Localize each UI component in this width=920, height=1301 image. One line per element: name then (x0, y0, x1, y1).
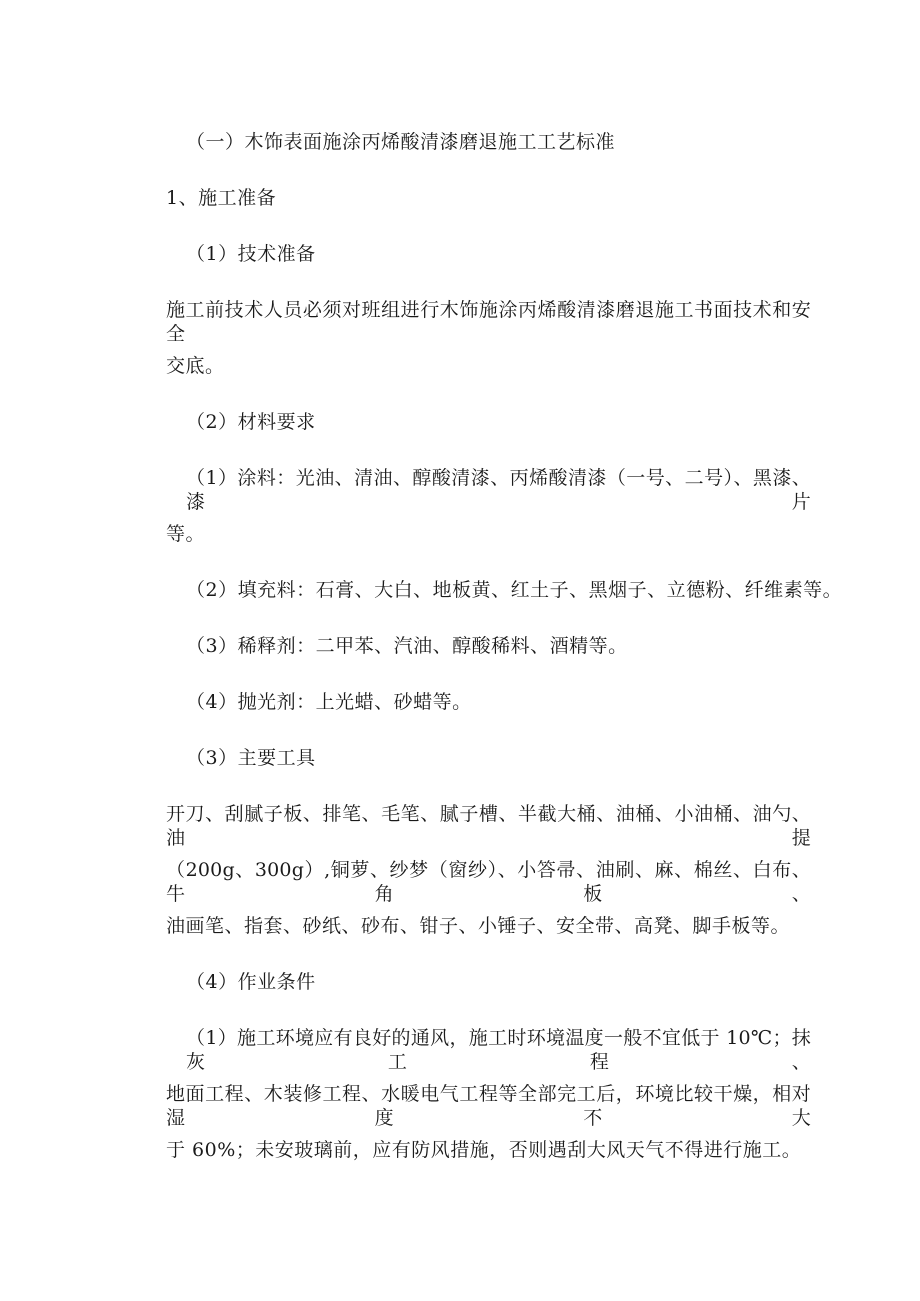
materials-thinners: （3）稀释剂：二甲苯、汽油、醇酸稀料、酒精等。 (186, 635, 628, 657)
conditions-line-3: 于 60%；未安玻璃前，应有防风措施，否则遇刮大风天气不得进行施工。 (166, 1139, 802, 1161)
tools-line-1: 开刀、刮腻子板、排笔、毛笔、腻子槽、半截大桶、油桶、小油桶、油勺、油提 (166, 803, 811, 849)
conditions-line-1: （1）施工环境应有良好的通风，施工时环境温度一般不宜低于 10℃；抹灰工程、 (186, 1027, 811, 1073)
subheading-technical-preparation: （1）技术准备 (186, 243, 316, 265)
materials-coatings-line-2: 等。 (166, 523, 206, 545)
tools-line-3: 油画笔、指套、砂纸、砂布、钳子、小锤子、安全带、高凳、脚手板等。 (166, 915, 791, 937)
section-heading: （一）木饰表面施涂丙烯酸清漆磨退施工工艺标准 (186, 131, 616, 153)
paragraph-technical-line-1: 施工前技术人员必须对班组进行木饰施涂丙烯酸清漆磨退施工书面技术和安全 (166, 299, 811, 345)
subheading-main-tools: （3）主要工具 (186, 747, 316, 769)
heading-construction-preparation: 1、施工准备 (166, 187, 277, 209)
paragraph-technical-line-2: 交底。 (166, 355, 225, 377)
tools-line-2: （200g、300g）,铜萝、纱梦（窗纱）、小答帚、油刷、麻、棉丝、白布、牛角板、 (166, 859, 811, 905)
subheading-working-conditions: （4）作业条件 (186, 971, 316, 993)
subheading-material-requirements: （2）材料要求 (186, 411, 316, 433)
materials-coatings-line-1: （1）涂料：光油、清油、醇酸清漆、丙烯酸清漆（一号、二号）、黑漆、漆片 (186, 467, 811, 513)
conditions-line-2: 地面工程、木装修工程、水暖电气工程等全部完工后，环境比较干燥，相对湿度不大 (166, 1083, 811, 1129)
materials-polishing-agents: （4）抛光剂：上光蜡、砂蜡等。 (186, 691, 472, 713)
materials-fillers: （2）填充料：石膏、大白、地板黄、红土子、黑烟子、立德粉、纤维素等。 (186, 579, 843, 601)
